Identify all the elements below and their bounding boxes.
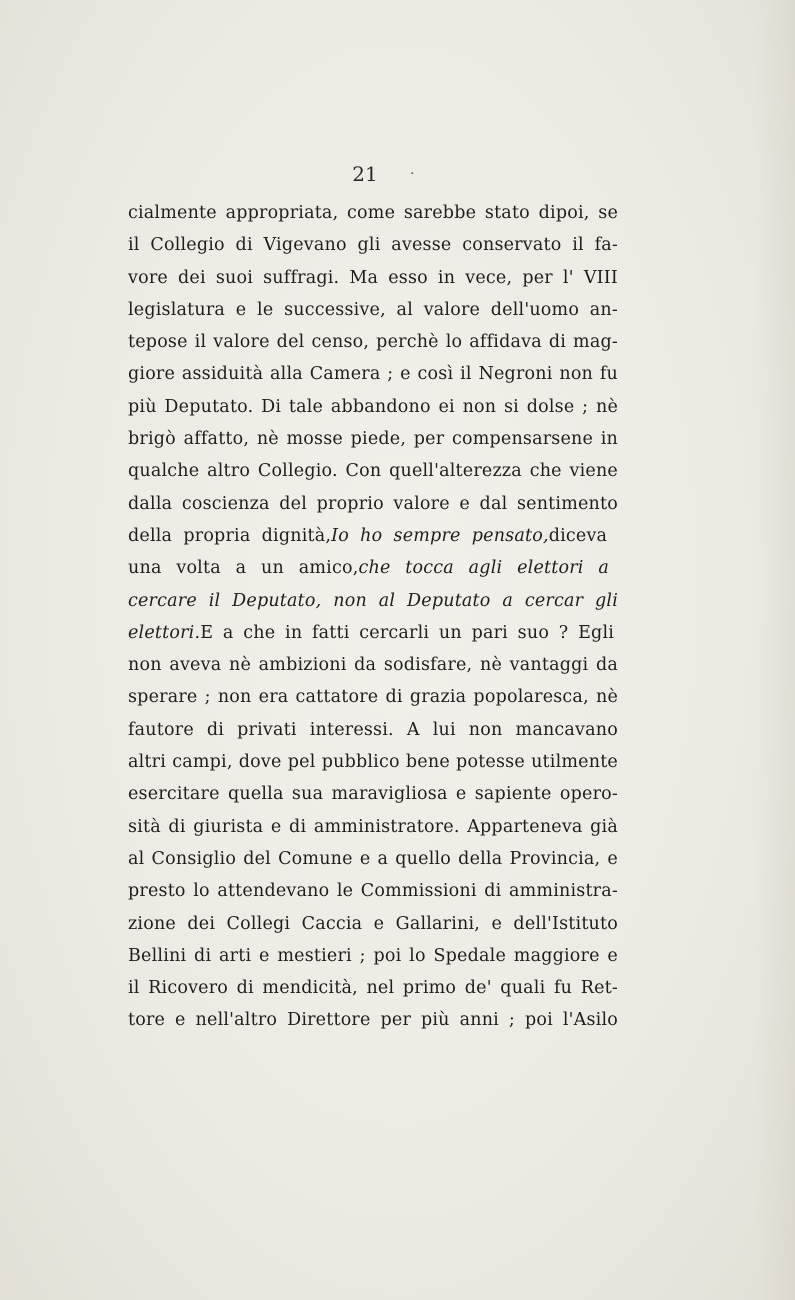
text-segment: fautore di privati interessi. A lui non mancavano bbox=[128, 719, 618, 740]
text-segment: qualche altro Collegio. Con quell'alterezza che viene bbox=[128, 461, 618, 482]
text-segment: dalla coscienza del proprio valore e dal sentimento bbox=[128, 493, 618, 514]
page-edge-shadow bbox=[755, 0, 795, 1300]
text-segment: sità di giurista e di amministratore. Apparteneva già bbox=[128, 816, 618, 837]
text-line bbox=[128, 714, 618, 746]
italic-quote: Io ho sempre pensato, bbox=[331, 525, 549, 546]
text-segment: giore assiduità alla Camera ; e così il Negroni non fu bbox=[128, 364, 618, 385]
text-line-content bbox=[128, 552, 609, 584]
text-segment: Bellini di arti e mestieri ; poi lo Spedale maggiore e bbox=[128, 945, 618, 966]
text-line bbox=[128, 488, 618, 520]
text-segment: non aveva nè ambizioni da sodisfare, nè vantaggi da bbox=[128, 655, 618, 676]
text-segment: il Collegio di Vigevano gli avesse conservato il fa- bbox=[128, 235, 618, 256]
text-segment: brigò affatto, nè mosse piede, per compensarsene in bbox=[128, 429, 618, 450]
text-segment: presto lo attendevano le Commissioni di amministra- bbox=[128, 881, 618, 902]
text-line bbox=[128, 908, 618, 940]
text-line bbox=[128, 585, 618, 617]
text-line bbox=[128, 391, 618, 423]
text-line-content bbox=[128, 520, 607, 552]
text-line bbox=[128, 875, 618, 907]
text-line bbox=[128, 294, 618, 326]
text-line bbox=[128, 229, 618, 261]
text-segment: esercitare quella sua maravigliosa e sapiente opero- bbox=[128, 784, 618, 805]
text-segment: diceva bbox=[548, 525, 608, 546]
text-segment: della propria dignità, bbox=[128, 525, 332, 546]
text-line bbox=[128, 746, 618, 778]
text-line bbox=[128, 197, 618, 229]
italic-quote: che tocca agli elettori a bbox=[358, 558, 609, 579]
text-segment: tepose il valore del censo, perchè lo affidava di mag- bbox=[128, 332, 618, 353]
text-segment: zione dei Collegi Caccia e Gallarini, e dell'Istituto bbox=[128, 913, 618, 934]
text-line-content bbox=[128, 617, 614, 649]
text-segment: il Ricovero di mendicità, nel primo de' quali fu Ret- bbox=[128, 978, 618, 999]
text-segment: una volta a un amico, bbox=[128, 558, 359, 579]
text-segment: al Consiglio del Comune e a quello della Provincia, e bbox=[128, 848, 618, 869]
text-line bbox=[128, 1004, 618, 1036]
text-segment: più Deputato. Di tale abbandono ei non si dolse ; nè bbox=[128, 396, 618, 417]
text-line bbox=[128, 455, 618, 487]
text-line bbox=[128, 423, 618, 455]
text-segment: cialmente appropriata, come sarebbe stato dipoi, se bbox=[128, 203, 618, 223]
text-segment: tore e nell'altro Direttore per più anni ; poi l'Asilo bbox=[128, 1010, 618, 1031]
text-segment: legislatura e le successive, al valore dell'uomo an- bbox=[128, 299, 618, 320]
text-line bbox=[128, 552, 618, 584]
body-text bbox=[128, 197, 618, 1037]
text-line bbox=[128, 843, 618, 875]
text-line bbox=[128, 811, 618, 843]
text-line bbox=[128, 326, 618, 358]
text-line bbox=[128, 972, 618, 1004]
text-line bbox=[128, 778, 618, 810]
text-line bbox=[128, 681, 618, 713]
text-segment: E a che in fatti cercarli un pari suo ? Egli bbox=[200, 622, 615, 643]
text-segment: vore dei suoi suffragi. Ma esso in vece, per l' VIII bbox=[128, 267, 618, 288]
text-line bbox=[128, 520, 618, 552]
text-line bbox=[128, 940, 618, 972]
text-line bbox=[128, 358, 618, 390]
italic-quote: cercare il Deputato, non al Deputato a cercar gli bbox=[128, 590, 618, 611]
text-line bbox=[128, 649, 618, 681]
page-number: 21 bbox=[352, 162, 378, 186]
stray-mark: · bbox=[410, 166, 415, 182]
italic-quote: elettori. bbox=[128, 622, 201, 643]
text-segment: sperare ; non era cattatore di grazia popolaresca, nè bbox=[128, 687, 618, 708]
text-segment: altri campi, dove pel pubblico bene potesse utilmente bbox=[128, 752, 618, 773]
text-line bbox=[128, 262, 618, 294]
text-line bbox=[128, 617, 618, 649]
